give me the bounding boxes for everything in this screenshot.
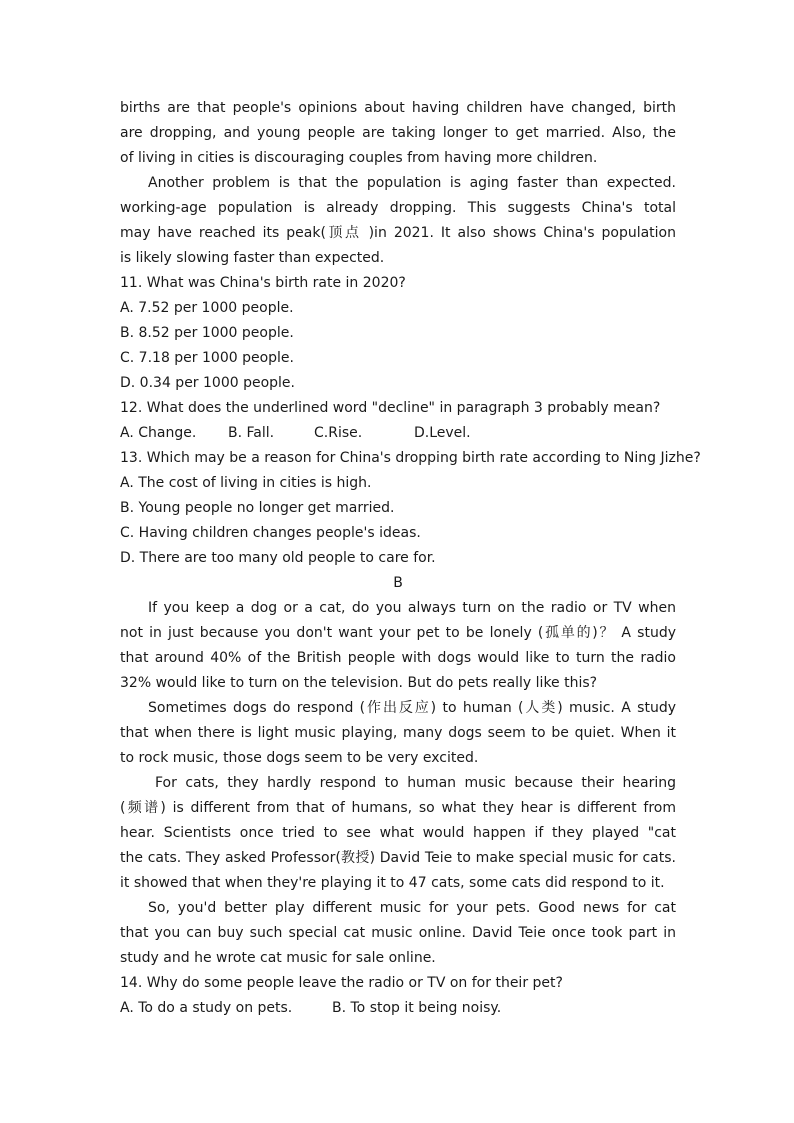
text-line: hear. Scientists once tried to see what would happen if they played "cat [120, 825, 676, 841]
option-b: B. Fall. [228, 425, 275, 441]
text-line: study and he wrote cat music for sale online. [120, 950, 436, 966]
options-row [120, 996, 676, 1021]
text-line: that you can buy such special cat music online. David Teie once took part in [120, 925, 676, 941]
options-row [120, 421, 676, 446]
option-c: C. 7.18 per 1000 people. [120, 350, 294, 366]
option-b: B. Young people no longer get married. [120, 500, 395, 516]
option-b: B. 8.52 per 1000 people. [120, 325, 294, 341]
text-line: are dropping, and young people are taking longer to get married. Also, the [120, 125, 676, 141]
passage-a-paragraph-1 [120, 96, 676, 171]
text-line: working-age population is already dropping. This suggests China's total [120, 200, 676, 216]
section-heading: B [393, 575, 403, 591]
question-stem: 14. Why do some people leave the radio or TV on for their pet? [120, 975, 563, 991]
question-14 [120, 971, 676, 1021]
option-d: D. 0.34 per 1000 people. [120, 375, 295, 391]
text-line: that around 40% of the British people with dogs would like to turn the radio [120, 650, 676, 666]
text-line: So, you'd better play different music for your pets. Good news for cat [148, 900, 676, 916]
text-line: births are that people's opinions about having children have changed, birth [120, 100, 676, 116]
passage-a-paragraph-2 [120, 171, 676, 271]
text-line: 32% would like to turn on the television. But do pets really like this? [120, 675, 598, 691]
text-line: Another problem is that the population is aging faster than expected. [148, 175, 676, 191]
document-page [120, 96, 701, 1021]
question-stem: 11. What was China's birth rate in 2020? [120, 275, 406, 291]
passage-b-paragraph-2 [120, 696, 676, 771]
text-line: For cats, they hardly respond to human music because their hearing [155, 775, 676, 791]
option-c: C. Having children changes people's ideas. [120, 525, 421, 541]
question-11 [120, 271, 676, 396]
text-line: is likely slowing faster than expected. [120, 250, 385, 266]
option-d: D. There are too many old people to care for. [120, 550, 436, 566]
option-d: D.Level. [414, 425, 471, 441]
option-a: A. 7.52 per 1000 people. [120, 300, 294, 316]
text-line: may have reached its peak(顶点 )in 2021. It also shows China's population [120, 225, 676, 241]
text-line: of living in cities is discouraging couples from having more children. [120, 150, 598, 166]
passage-b-paragraph-3 [120, 771, 676, 896]
text-line: the cats. They asked Professor(教授) David Teie to make special music for cats. [120, 850, 676, 866]
passage-b-paragraph-4 [120, 896, 676, 971]
question-13 [120, 446, 701, 571]
text-line: it showed that when they're playing it to 47 cats, some cats did respond to it. [120, 875, 665, 891]
option-b: B. To stop it being noisy. [332, 1000, 502, 1016]
question-stem: 13. Which may be a reason for China's dropping birth rate according to Ning Jizhe? [120, 450, 701, 466]
text-line: If you keep a dog or a cat, do you always turn on the radio or TV when [148, 600, 676, 616]
question-stem: 12. What does the underlined word "decline" in paragraph 3 probably mean? [120, 400, 661, 416]
option-c: C.Rise. [314, 425, 363, 441]
text-line: that when there is light music playing, many dogs seem to be quiet. When it [120, 725, 676, 741]
option-a: A. Change. [120, 425, 197, 441]
text-line: to rock music, those dogs seem to be very excited. [120, 750, 479, 766]
passage-b-paragraph-1 [120, 596, 676, 696]
question-12 [120, 396, 676, 446]
text-line: (频谱) is different from that of humans, so what they hear is different from [120, 800, 676, 816]
option-a: A. The cost of living in cities is high. [120, 475, 372, 491]
option-a: A. To do a study on pets. [120, 1000, 293, 1016]
text-line: Sometimes dogs do respond (作出反应) to human (人类) music. A study [148, 700, 676, 716]
text-line: not in just because you don't want your pet to be lonely (孤单的)？ A study [120, 625, 676, 641]
